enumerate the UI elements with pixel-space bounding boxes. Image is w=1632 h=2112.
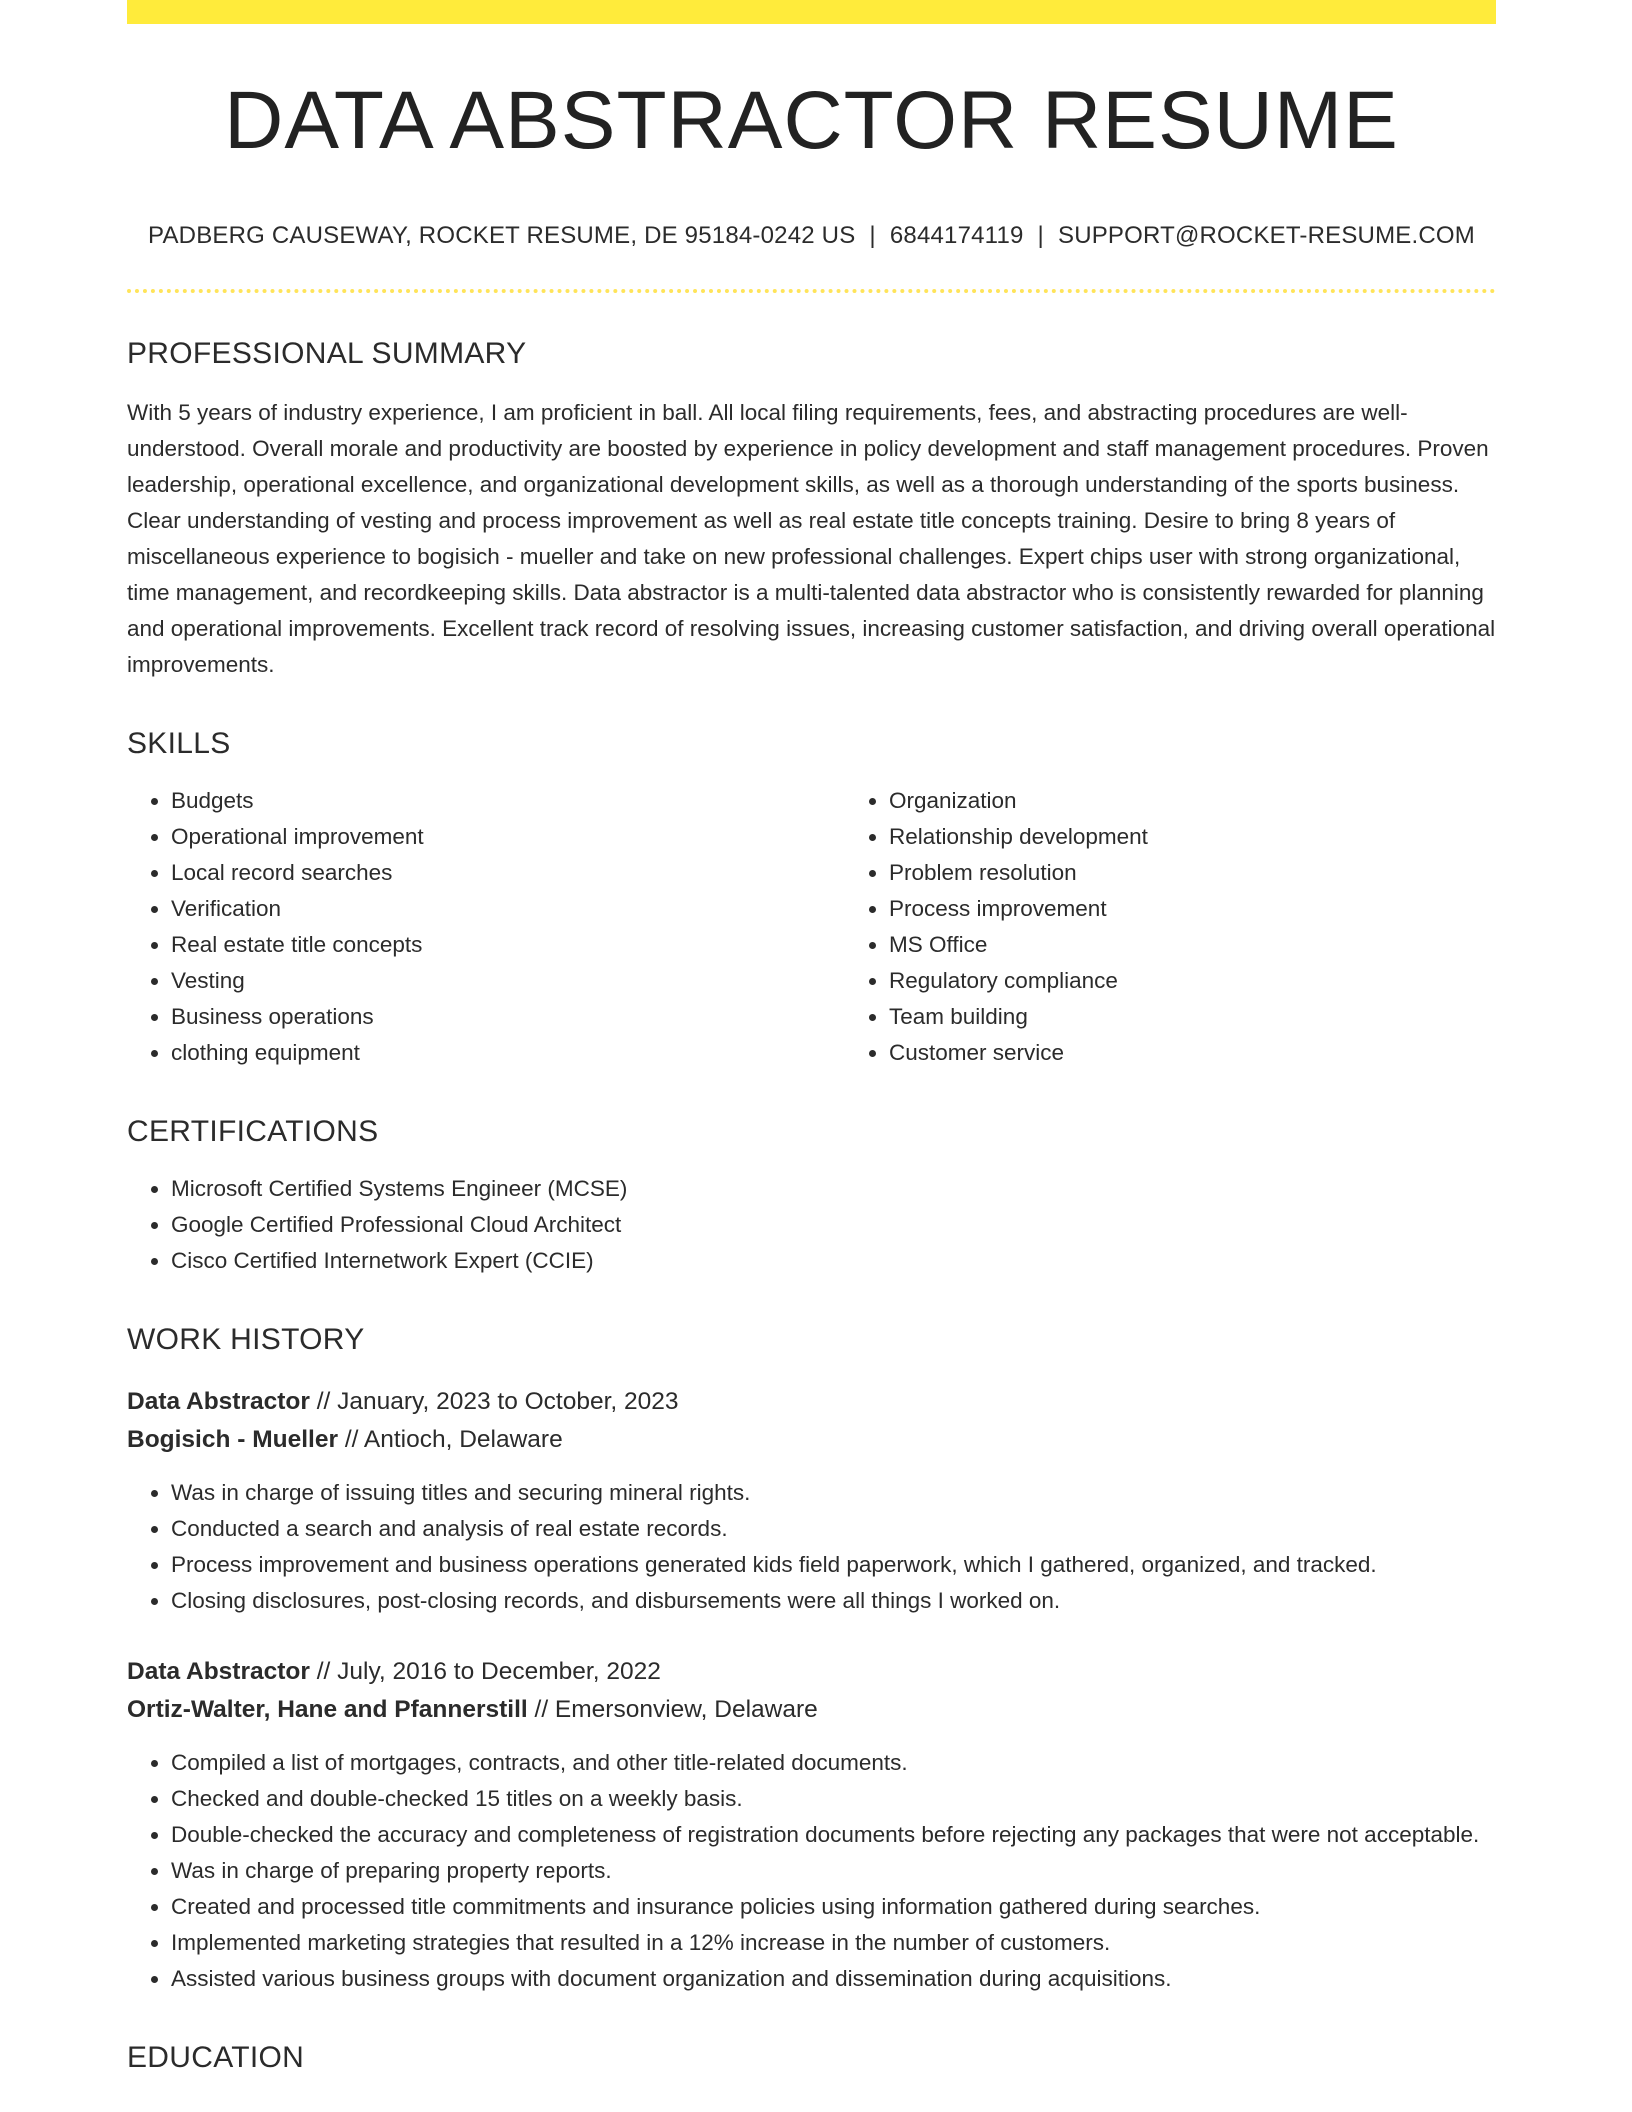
contact-address: PADBERG CAUSEWAY, ROCKET RESUME, DE 95184-0242 US (148, 222, 856, 249)
skills-heading: SKILLS (127, 727, 231, 760)
skill-item: • Relationship development (889, 819, 1563, 855)
job-bullet: • Created and processed title commitments and insurance policies using information gathered during searches. (171, 1889, 1496, 1925)
certifications-heading: CERTIFICATIONS (127, 1115, 379, 1148)
contact-separator: | (869, 222, 876, 249)
skill-item: • Operational improvement (171, 819, 845, 855)
resume-page (127, 0, 1496, 2073)
contact-phone: 6844174119 (889, 222, 1024, 249)
summary-text: With 5 years of industry experience, I am proficient in ball. All local filing requirements, fees, and abstracting procedures are well-understood. Overall morale and productivity are boosted by experience in policy development and staff management procedures. Proven leadership, operational excellence, and organizational development skills, as well as a thorough understanding of the sports business. Clear understanding of vesting and process improvement as well as real estate title concepts training. Desire to bring 8 years of miscellaneous experience to bogisich - mueller and take on new professional challenges. Expert chips user with strong organizational, time management, and recordkeeping skills. Data abstractor is a multi-talented data abstractor who is consistently rewarded for planning and operational improvements. Excellent track record of resolving issues, increasing customer satisfaction, and driving overall operational improvements. (127, 400, 1496, 677)
job-title-line (127, 1653, 1496, 1691)
certifications-list (127, 1171, 1496, 1279)
job-bullet: • Conducted a search and analysis of real estate records. (171, 1511, 1496, 1547)
skill-item: • Problem resolution (889, 855, 1563, 891)
job-bullets (127, 1745, 1496, 1997)
work-history-heading: WORK HISTORY (127, 1323, 365, 1356)
job-dates: // January, 2023 to October, 2023 (316, 1388, 679, 1415)
job-company-line (127, 1691, 1496, 1729)
job-title: Data Abstractor (127, 1388, 310, 1415)
accent-top-bar (127, 0, 1496, 24)
job-company: Ortiz-Walter, Hane and Pfannerstill (127, 1696, 528, 1723)
contact-separator: | (1037, 222, 1044, 249)
skill-item: • Verification (171, 891, 845, 927)
skill-item: • Team building (889, 999, 1563, 1035)
job-entry (127, 1653, 1496, 1997)
job-bullet: • Checked and double-checked 15 titles on a weekly basis. (171, 1781, 1496, 1817)
skill-item: • Customer service (889, 1035, 1563, 1071)
certification-item: • Microsoft Certified Systems Engineer (MCSE) (171, 1171, 1496, 1207)
job-bullet: • Compiled a list of mortgages, contracts, and other title-related documents. (171, 1745, 1496, 1781)
skill-item: • Budgets (171, 783, 845, 819)
contact-line (127, 222, 1496, 250)
skill-item: • Regulatory compliance (889, 963, 1563, 999)
job-title: Data Abstractor (127, 1658, 310, 1685)
skills-list-right (845, 783, 1563, 1071)
skill-item: • Local record searches (171, 855, 845, 891)
skill-item: • Process improvement (889, 891, 1563, 927)
dotted-divider (127, 289, 1496, 293)
job-entry (127, 1383, 1496, 1619)
skill-item: • Real estate title concepts (171, 927, 845, 963)
job-dates: // July, 2016 to December, 2022 (316, 1658, 661, 1685)
job-company-line (127, 1421, 1496, 1459)
skill-item: • clothing equipment (171, 1035, 845, 1071)
certification-item: • Cisco Certified Internetwork Expert (CCIE) (171, 1243, 1496, 1279)
skill-item: • Business operations (171, 999, 845, 1035)
job-bullet: • Was in charge of preparing property reports. (171, 1853, 1496, 1889)
job-title-line (127, 1383, 1496, 1421)
job-location: // Antioch, Delaware (344, 1426, 563, 1453)
job-bullet: • Closing disclosures, post-closing records, and disbursements were all things I worked on. (171, 1583, 1496, 1619)
job-location: // Emersonview, Delaware (534, 1696, 818, 1723)
certification-item: • Google Certified Professional Cloud Architect (171, 1207, 1496, 1243)
job-bullet: • Implemented marketing strategies that resulted in a 12% increase in the number of customers. (171, 1925, 1496, 1961)
job-bullet: • Process improvement and business operations generated kids field paperwork, which I gathered, organized, and tracked. (171, 1547, 1496, 1583)
job-bullet: • Double-checked the accuracy and completeness of registration documents before rejecting any packages that were not acceptable. (171, 1817, 1496, 1853)
skills-list-left (127, 783, 845, 1071)
contact-email: SUPPORT@ROCKET-RESUME.COM (1057, 222, 1475, 249)
job-company: Bogisich - Mueller (127, 1426, 339, 1453)
skill-item: • MS Office (889, 927, 1563, 963)
job-bullets (127, 1475, 1496, 1619)
education-heading: EDUCATION (127, 2041, 305, 2074)
resume-title: DATA ABSTRACTOR RESUME (224, 75, 1399, 166)
job-bullet: • Was in charge of issuing titles and securing mineral rights. (171, 1475, 1496, 1511)
skills-columns (127, 783, 1496, 1071)
job-bullet: • Assisted various business groups with document organization and dissemination during acquisitions. (171, 1961, 1496, 1997)
skill-item: • Vesting (171, 963, 845, 999)
skill-item: • Organization (889, 783, 1563, 819)
summary-heading: PROFESSIONAL SUMMARY (127, 337, 527, 370)
